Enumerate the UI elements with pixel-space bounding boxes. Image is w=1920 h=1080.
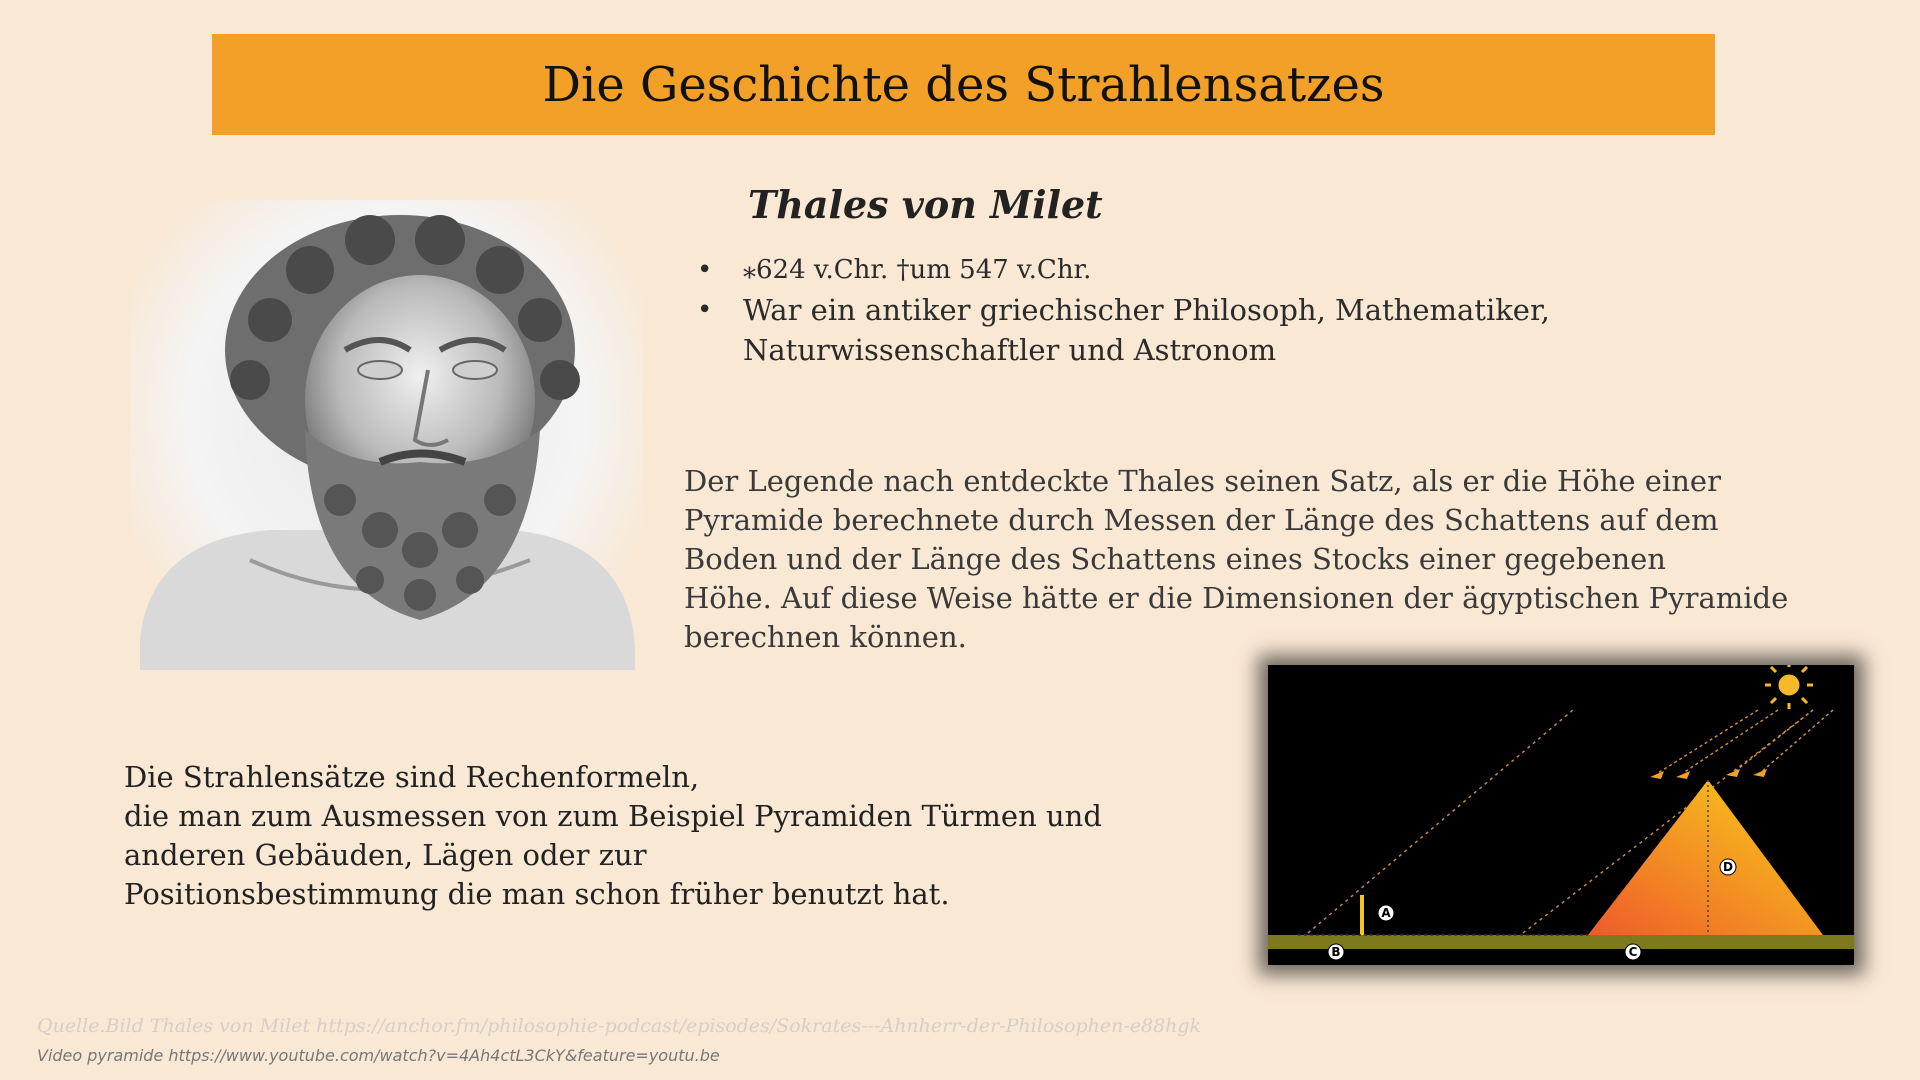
thales-bust-image xyxy=(130,200,642,670)
pyramid-shadow-diagram xyxy=(1268,665,1854,965)
label-d: D xyxy=(1723,860,1733,874)
video-source-caption: Video pyramide https://www.youtube.com/watch?v=4Ah4ctL3CkY&feature=youtu.be xyxy=(37,1046,720,1065)
title-banner xyxy=(212,34,1715,135)
fact-profession: • War ein antiker griechischer Philosoph, Mathematiker, Naturwissenschaftler und Astronom xyxy=(690,290,1690,370)
label-a: A xyxy=(1381,906,1391,920)
fact-lifespan: • ⁎624 v.Chr. †um 547 v.Chr. xyxy=(690,250,1690,290)
person-name: Thales von Milet xyxy=(748,182,1103,227)
label-c: C xyxy=(1628,945,1638,959)
facts-list xyxy=(690,250,1690,370)
image-source-caption: Quelle.Bild Thales von Milet https://anchor.fm/philosophie-podcast/episodes/Sokrates---Ahnherr-der-Philosophen-e88hgk xyxy=(37,1015,1202,1037)
page-title: Die Geschichte des Strahlensatzes xyxy=(542,56,1385,113)
summary-paragraph: Die Strahlensätze sind Rechenformeln, die man zum Ausmessen von zum Beispiel Pyramiden Türmen und anderen Gebäuden, Lägen oder zur Positionsbestimmung die man schon früher benutzt hat. xyxy=(124,760,1102,911)
stick-shape xyxy=(1360,895,1364,935)
legend-paragraph: Der Legende nach entdeckte Thales seinen Satz, als er die Höhe einer Pyramide berechnete durch Messen der Länge des Schattens auf dem Boden und der Länge des Schattens eines Stocks einer gegebenen Höhe. Auf diese Weise hätte er die Dimensionen der ägyptischen Pyramide berechnen können. xyxy=(684,464,1789,654)
label-b: B xyxy=(1331,945,1341,959)
ground-shape xyxy=(1268,935,1854,949)
